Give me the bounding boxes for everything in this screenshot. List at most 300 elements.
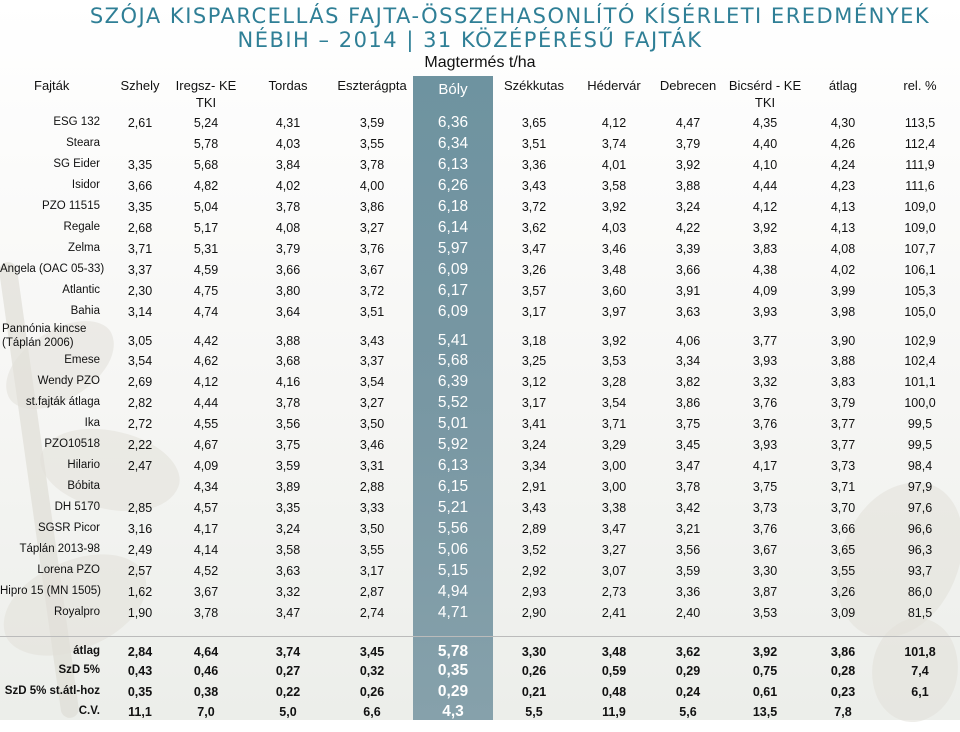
value-cell: 4,67 [193, 438, 219, 453]
value-cell: 3,77 [830, 438, 856, 453]
value-cell: 0,61 [752, 685, 778, 699]
value-cell: 3,24 [275, 522, 301, 537]
value-cell: 0,38 [193, 685, 219, 699]
value-cell: 3,16 [127, 522, 153, 537]
highlighted-value: 5,92 [437, 436, 469, 454]
row-label: Lorena PZO [37, 563, 100, 576]
column-header: Fajták [34, 78, 70, 93]
value-cell: 4,34 [193, 480, 219, 495]
row-label: C.V. [78, 705, 100, 717]
value-cell: 4,09 [752, 283, 778, 298]
highlighted-value: 5,06 [437, 541, 469, 558]
value-cell: 3,92 [752, 645, 778, 659]
value-cell: 4,35 [752, 116, 778, 130]
highlighted-value: 4,94 [437, 582, 469, 600]
value-cell: 4,52 [193, 563, 219, 578]
value-cell: 4,82 [193, 178, 219, 193]
row-label: SG Eider [53, 157, 100, 170]
value-cell: 99,5 [907, 417, 933, 432]
value-cell: 4,23 [830, 178, 856, 193]
value-cell: 3,65 [830, 543, 856, 557]
value-cell: 101,1 [904, 375, 936, 390]
value-cell: 0,32 [359, 664, 385, 678]
value-cell: 3,70 [830, 501, 856, 516]
row-label: Royalpro [53, 605, 100, 618]
value-cell: 4,64 [193, 645, 219, 659]
highlighted-value: 6,09 [437, 302, 469, 320]
table-row [0, 354, 960, 374]
table-row [0, 281, 960, 304]
value-cell: 3,00 [601, 480, 627, 495]
table-row [0, 375, 960, 395]
value-cell: 3,83 [752, 241, 778, 256]
value-cell: 4,22 [675, 220, 701, 235]
value-cell: 3,91 [675, 283, 701, 298]
value-cell: 3,74 [275, 645, 301, 659]
table-row [0, 239, 960, 262]
value-cell: 3,84 [275, 157, 301, 172]
value-cell: 109,0 [904, 220, 936, 235]
value-cell: 3,46 [359, 438, 385, 453]
value-cell: 2,88 [359, 480, 385, 495]
value-cell: 2,89 [521, 522, 547, 537]
table-row [0, 218, 960, 241]
value-cell: 3,26 [830, 584, 856, 599]
highlighted-value: 5,01 [437, 415, 469, 433]
value-cell: 0,48 [601, 685, 627, 699]
value-cell: 3,34 [521, 459, 547, 474]
row-label: Táplán 2013-98 [19, 543, 100, 555]
table-row [0, 480, 960, 500]
value-cell: 3,30 [752, 563, 778, 578]
highlighted-value: 5,97 [437, 239, 469, 257]
value-cell: 2,22 [127, 438, 153, 453]
value-cell: 3,68 [275, 354, 301, 369]
value-cell: 3,37 [127, 262, 153, 277]
column-header: Bóly [438, 81, 468, 98]
value-cell: 3,78 [275, 199, 301, 214]
value-cell: 4,00 [359, 178, 385, 193]
value-cell: 5,78 [193, 136, 219, 151]
value-cell: 3,67 [359, 262, 385, 277]
value-cell: 4,12 [752, 199, 778, 214]
value-cell: 3,98 [830, 304, 856, 319]
value-cell: 3,46 [601, 241, 627, 256]
value-cell: 3,17 [521, 304, 547, 319]
value-cell: 3,80 [275, 283, 301, 298]
value-cell: 3,36 [521, 157, 547, 172]
value-cell: 102,4 [904, 354, 936, 369]
value-cell: 3,66 [275, 262, 301, 277]
value-cell: 11,1 [128, 705, 152, 719]
value-cell: 3,90 [830, 333, 856, 348]
row-label: PZO10518 [44, 438, 100, 451]
value-cell: 81,5 [907, 605, 933, 620]
value-cell: 3,86 [359, 199, 385, 214]
value-cell: 2,41 [601, 605, 627, 620]
value-cell: 0,24 [675, 685, 701, 699]
value-cell: 3,51 [521, 136, 547, 151]
value-cell: 3,62 [521, 220, 547, 235]
column-header: Tordas [268, 78, 308, 93]
highlighted-value: 6,17 [437, 281, 469, 299]
column-header: rel. % [903, 78, 937, 93]
value-cell: 3,09 [830, 605, 856, 620]
value-cell: 113,5 [904, 116, 936, 130]
table-row [0, 459, 960, 479]
highlighted-value: 5,78 [437, 643, 469, 660]
value-cell: 3,27 [359, 396, 385, 411]
highlighted-value: 6,18 [437, 197, 469, 215]
table-row [0, 155, 960, 178]
value-cell: 3,64 [275, 304, 301, 319]
value-cell: 3,43 [359, 333, 385, 348]
value-cell: 3,42 [675, 501, 701, 516]
value-cell: 1,62 [127, 584, 153, 599]
value-cell: 3,50 [359, 417, 385, 432]
table-row [0, 302, 960, 325]
value-cell: 4,12 [193, 375, 219, 390]
value-cell: 7,4 [911, 664, 929, 678]
value-cell: 3,39 [675, 241, 701, 256]
value-cell: 3,86 [675, 396, 701, 411]
column-header: Iregsz- KE TKI [175, 78, 237, 110]
value-cell: 3,73 [830, 459, 856, 474]
row-label: SzD 5% st.átl-hoz [4, 685, 100, 697]
value-cell: 4,74 [193, 304, 219, 319]
value-cell: 3,78 [193, 605, 219, 620]
value-cell: 105,0 [904, 304, 936, 319]
value-cell: 3,47 [601, 522, 627, 537]
column-header: Székkutas [504, 78, 564, 93]
table-row [0, 197, 960, 220]
value-cell: 3,71 [127, 241, 153, 256]
value-cell: 4,03 [601, 220, 627, 235]
value-cell: 2,69 [127, 375, 153, 390]
value-cell: 3,79 [275, 241, 301, 256]
highlighted-value: 0,29 [437, 683, 469, 700]
value-cell: 3,32 [752, 375, 778, 390]
value-cell: 3,78 [275, 396, 301, 411]
row-label: st.fajták átlaga [25, 396, 100, 409]
value-cell: 1,90 [127, 605, 153, 620]
value-cell: 4,75 [193, 283, 219, 298]
value-cell: 3,88 [275, 333, 301, 348]
value-cell: 2,49 [127, 543, 153, 557]
value-cell: 0,43 [127, 664, 153, 678]
value-cell: 3,99 [830, 283, 856, 298]
row-label: PZO 11515 [42, 199, 100, 212]
value-cell: 3,75 [275, 438, 301, 453]
value-cell: 4,02 [275, 178, 301, 193]
value-cell: 3,89 [275, 480, 301, 495]
page-subtitle-line: NÉBIH – 2014 | 31 KÖZÉPÉRÉSŰ FAJTÁK [237, 28, 703, 52]
value-cell: 3,59 [275, 459, 301, 474]
value-cell: 3,76 [359, 241, 385, 256]
row-label: SGSR Picor [38, 522, 100, 535]
value-cell: 3,62 [675, 645, 701, 659]
value-cell: 3,78 [675, 480, 701, 495]
value-cell: 6,6 [363, 705, 381, 719]
summary-row [0, 685, 960, 705]
value-cell: 3,17 [521, 396, 547, 411]
highlighted-value: 0,35 [437, 662, 469, 679]
value-cell: 4,30 [830, 116, 856, 130]
value-cell: 3,35 [127, 199, 153, 214]
value-cell: 0,28 [830, 664, 856, 678]
value-cell: 3,51 [359, 304, 385, 319]
value-cell: 3,86 [830, 645, 856, 659]
row-label: Steara [66, 136, 100, 149]
column-header: Eszterágpta [337, 78, 407, 93]
value-cell: 3,60 [601, 283, 627, 298]
value-cell: 2,82 [127, 396, 153, 411]
value-cell: 4,47 [675, 116, 701, 130]
highlighted-value: 5,41 [437, 331, 469, 349]
value-cell: 3,79 [830, 396, 856, 411]
value-cell: 97,6 [907, 501, 933, 516]
row-label: Hipro 15 (MN 1505) [0, 584, 101, 597]
value-cell: 4,09 [193, 459, 219, 474]
value-cell: 3,38 [601, 501, 627, 516]
value-cell: 11,9 [602, 705, 626, 719]
summary-divider [0, 636, 960, 637]
value-cell: 4,08 [275, 220, 301, 235]
table-row [0, 134, 960, 157]
value-cell: 3,66 [830, 522, 856, 537]
value-cell: 2,84 [127, 645, 153, 659]
value-cell: 3,66 [675, 262, 701, 277]
value-cell: 3,18 [521, 333, 547, 348]
value-cell: 3,53 [601, 354, 627, 369]
value-cell: 96,6 [907, 522, 933, 537]
value-cell: 3,87 [752, 584, 778, 599]
value-cell: 4,14 [193, 543, 219, 557]
value-cell: 3,41 [521, 417, 547, 432]
highlighted-value: 6,13 [437, 155, 469, 173]
value-cell: 3,55 [359, 543, 385, 557]
value-cell: 4,17 [752, 459, 778, 474]
value-cell: 3,54 [127, 354, 153, 369]
value-cell: 4,08 [830, 241, 856, 256]
value-cell: 5,6 [679, 705, 697, 719]
value-cell: 3,07 [601, 563, 627, 578]
value-cell: 105,3 [904, 283, 936, 298]
value-cell: 5,31 [193, 241, 219, 256]
value-cell: 3,58 [601, 178, 627, 193]
value-cell: 0,29 [675, 664, 701, 678]
value-cell: 93,7 [907, 563, 933, 578]
value-cell: 106,1 [904, 262, 936, 277]
value-cell: 3,54 [601, 396, 627, 411]
value-cell: 3,63 [675, 304, 701, 319]
value-cell: 3,47 [675, 459, 701, 474]
table-row [0, 260, 960, 283]
value-cell: 3,43 [521, 501, 547, 516]
value-cell: 0,21 [521, 685, 547, 699]
table-row [0, 116, 960, 136]
value-cell: 3,56 [275, 417, 301, 432]
value-cell: 6,1 [911, 685, 929, 699]
row-label: Bahia [70, 304, 100, 317]
value-cell: 111,9 [905, 157, 935, 172]
value-cell: 3,26 [521, 262, 547, 277]
page-title: SZÓJA KISPARCELLÁS FAJTA-ÖSSZEHASONLÍTÓ KÍSÉRLETI EREDMÉNYEK [89, 4, 931, 28]
highlighted-value: 5,68 [437, 352, 469, 370]
value-cell: 2,47 [127, 459, 153, 474]
value-cell: 3,77 [752, 333, 778, 348]
value-cell: 0,22 [275, 685, 301, 699]
value-cell: 4,31 [275, 116, 301, 130]
value-cell: 3,35 [275, 501, 301, 516]
value-cell: 2,91 [521, 480, 547, 495]
value-cell: 112,4 [904, 136, 936, 151]
highlighted-value: 6,14 [437, 218, 469, 236]
value-cell: 3,88 [830, 354, 856, 369]
value-cell: 3,00 [601, 459, 627, 474]
value-cell: 3,67 [752, 543, 778, 557]
value-cell: 5,5 [525, 705, 543, 719]
value-cell: 3,76 [752, 522, 778, 537]
value-cell: 3,97 [601, 304, 627, 319]
value-cell: 4,57 [193, 501, 219, 516]
highlighted-value: 6,26 [437, 176, 469, 194]
row-label: Atlantic [62, 283, 100, 296]
value-cell: 3,58 [275, 543, 301, 557]
table-row [0, 561, 960, 584]
value-cell: 98,4 [907, 459, 933, 474]
value-cell: 100,0 [904, 396, 936, 411]
value-cell: 3,28 [601, 375, 627, 390]
value-cell: 3,52 [521, 543, 547, 557]
value-cell: 109,0 [904, 199, 936, 214]
row-label: Isidor [71, 178, 100, 191]
row-label: Angela (OAC 05-33) [0, 262, 105, 275]
value-cell: 3,92 [601, 199, 627, 214]
value-cell: 4,40 [752, 136, 778, 151]
value-cell: 3,82 [675, 375, 701, 390]
value-cell: 3,78 [359, 157, 385, 172]
value-cell: 3,72 [521, 199, 547, 214]
highlighted-value: 5,56 [437, 520, 469, 538]
value-cell: 2,93 [521, 584, 547, 599]
value-cell: 7,8 [834, 705, 852, 719]
value-cell: 3,12 [521, 375, 547, 390]
row-label: Bóbita [67, 480, 100, 493]
value-cell: 3,93 [752, 304, 778, 319]
value-cell: 5,68 [193, 157, 219, 172]
value-cell: 3,88 [675, 178, 701, 193]
table-row [0, 522, 960, 542]
value-cell: 3,75 [675, 417, 701, 432]
value-cell: 3,14 [127, 304, 153, 319]
value-cell: 4,02 [830, 262, 856, 277]
value-cell: 4,62 [193, 354, 219, 369]
value-cell: 2,57 [127, 563, 153, 578]
value-cell: 4,26 [830, 136, 856, 151]
highlighted-value: 6,36 [437, 114, 469, 131]
value-cell: 4,24 [830, 157, 856, 172]
row-label: átlag [73, 645, 100, 657]
value-cell: 4,13 [830, 220, 856, 235]
value-cell: 4,13 [830, 199, 856, 214]
value-cell: 3,45 [675, 438, 701, 453]
value-cell: 3,21 [675, 522, 701, 537]
value-cell: 3,55 [830, 563, 856, 578]
row-label: Hilario [67, 459, 100, 472]
table-row [0, 176, 960, 199]
value-cell: 3,63 [275, 563, 301, 578]
value-cell: 3,35 [127, 157, 153, 172]
value-cell: 2,72 [127, 417, 153, 432]
value-cell: 3,54 [359, 375, 385, 390]
row-label: Ika [84, 417, 100, 430]
value-cell: 3,37 [359, 354, 385, 369]
column-header: Szhely [120, 78, 160, 93]
value-cell: 2,40 [675, 605, 701, 620]
value-cell: 2,74 [359, 605, 385, 620]
row-label: Emese [64, 354, 100, 367]
value-cell: 2,90 [521, 605, 547, 620]
value-cell: 4,38 [752, 262, 778, 277]
table-row [0, 501, 960, 521]
value-cell: 96,3 [907, 543, 933, 557]
value-cell: 0,35 [127, 685, 153, 699]
table-row [0, 396, 960, 416]
value-cell: 3,92 [752, 220, 778, 235]
value-cell: 4,42 [193, 333, 219, 348]
value-cell: 3,71 [601, 417, 627, 432]
value-cell: 107,7 [904, 241, 936, 256]
value-cell: 0,46 [193, 664, 219, 678]
value-cell: 5,0 [279, 705, 297, 719]
value-cell: 3,29 [601, 438, 627, 453]
value-cell: 0,27 [275, 664, 301, 678]
value-cell: 4,17 [193, 522, 219, 537]
value-cell: 102,9 [904, 333, 936, 348]
row-label: Wendy PZO [37, 375, 100, 388]
value-cell: 2,30 [127, 283, 153, 298]
column-header: Bicsérd - KE TKI [728, 78, 802, 110]
value-cell: 4,44 [193, 396, 219, 411]
value-cell: 2,92 [521, 563, 547, 578]
value-cell: 0,75 [752, 664, 778, 678]
column-header: Debrecen [659, 78, 717, 93]
highlighted-value: 5,52 [437, 394, 469, 412]
value-cell: 3,55 [359, 136, 385, 151]
value-cell: 0,23 [830, 685, 856, 699]
value-cell: 3,27 [601, 543, 627, 557]
row-label: Zelma [68, 241, 100, 254]
highlighted-value: 6,34 [437, 134, 469, 152]
value-cell: 0,26 [521, 664, 547, 678]
value-cell: 3,50 [359, 522, 385, 537]
unit-label: Magtermés t/ha [424, 54, 536, 71]
value-cell: 3,32 [275, 584, 301, 599]
value-cell: 86,0 [907, 584, 933, 599]
value-cell: 3,24 [521, 438, 547, 453]
value-cell: 13,5 [752, 705, 778, 719]
value-cell: 4,59 [193, 262, 219, 277]
value-cell: 3,92 [675, 157, 701, 172]
row-label: Pannónia kincse (Táplán 2006) [2, 322, 87, 349]
value-cell: 5,17 [193, 220, 219, 235]
highlighted-value: 4,3 [442, 703, 464, 720]
value-cell: 3,47 [275, 605, 301, 620]
value-cell: 3,93 [752, 354, 778, 369]
table-row [0, 582, 960, 605]
highlighted-value: 6,15 [437, 478, 469, 496]
